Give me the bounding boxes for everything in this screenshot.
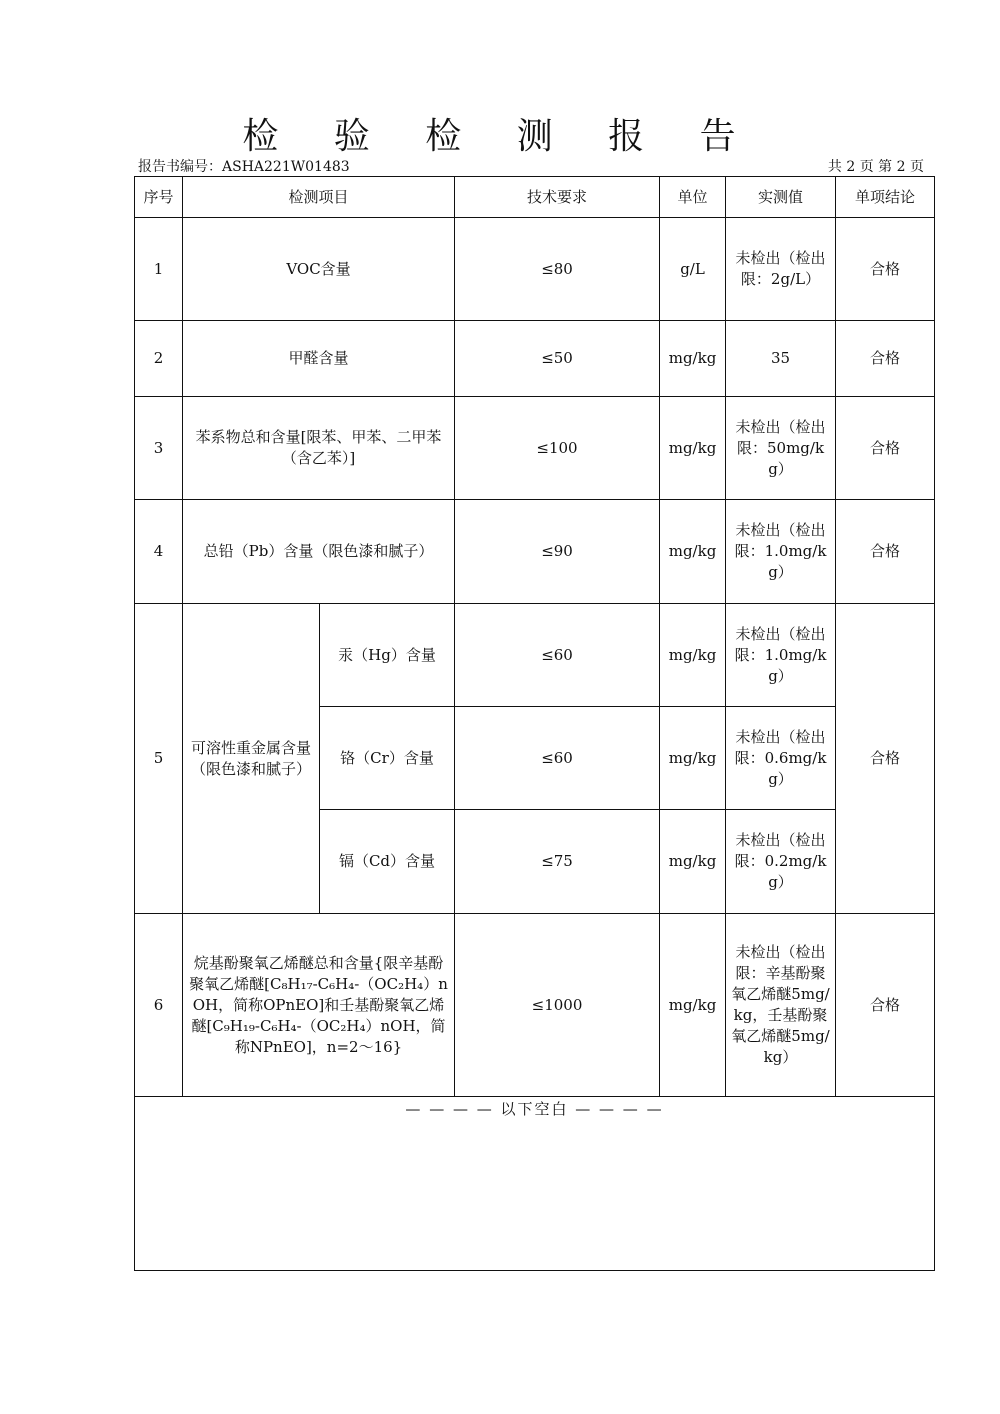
header-conclusion: 单项结论 [836, 177, 935, 218]
row-conclusion: 合格 [836, 397, 935, 500]
row-no: 1 [135, 218, 183, 321]
header-requirement: 技术要求 [455, 177, 660, 218]
table-row [135, 914, 935, 1097]
blank-area-row [135, 1097, 935, 1271]
subrow-requirement: ≤75 [455, 810, 660, 914]
subrow-result: 未检出（检出限：1.0mg/kg） [726, 604, 836, 707]
document-title: 检 验 检 测 报 告 [242, 116, 758, 157]
row-result: 未检出（检出限：辛基酚聚氧乙烯醚5mg/kg，壬基酚聚氧乙烯醚5mg/kg） [726, 914, 836, 1097]
row-unit: mg/kg [660, 321, 726, 397]
row-result: 35 [726, 321, 836, 397]
row-requirement: ≤1000 [455, 914, 660, 1097]
table-row [135, 321, 935, 397]
group-label: 可溶性重金属含量（限色漆和腻子） [183, 604, 320, 914]
subrow-item: 镉（Cd）含量 [320, 810, 455, 914]
blank-area [135, 1097, 935, 1271]
row-conclusion: 合格 [836, 604, 935, 914]
page-info: 共 2 页 第 2 页 [827, 159, 924, 175]
subrow-item: 汞（Hg）含量 [320, 604, 455, 707]
subrow-requirement: ≤60 [455, 707, 660, 810]
table-row [135, 500, 935, 604]
table-row [135, 604, 935, 707]
row-item: 总铅（Pb）含量（限色漆和腻子） [183, 500, 455, 604]
row-item: 烷基酚聚氧乙烯醚总和含量{限辛基酚聚氧乙烯醚[C₈H₁₇-C₆H₄-（OC₂H₄）nOH，简称OPnEO]和壬基酚聚氧乙烯醚[C₉H₁₉-C₆H₄-（OC₂H₄）nOH，简称NPnEO]，n=2～16} [183, 914, 455, 1097]
row-no: 3 [135, 397, 183, 500]
report-number-value: ASHA221W01483 [222, 159, 350, 175]
end-of-content-note: — — — — 以下空白 — — — — [405, 1100, 664, 1118]
subrow-result: 未检出（检出限：0.6mg/kg） [726, 707, 836, 810]
subrow-item: 铬（Cr）含量 [320, 707, 455, 810]
subrow-requirement: ≤60 [455, 604, 660, 707]
header-item: 检测项目 [183, 177, 455, 218]
table-row [135, 397, 935, 500]
row-requirement: ≤100 [455, 397, 660, 500]
subrow-unit: mg/kg [660, 604, 726, 707]
header-unit: 单位 [660, 177, 726, 218]
row-unit: mg/kg [660, 914, 726, 1097]
row-result: 未检出（检出限：1.0mg/kg） [726, 500, 836, 604]
row-no: 6 [135, 914, 183, 1097]
header-result: 实测值 [726, 177, 836, 218]
row-result: 未检出（检出限：2g/L） [726, 218, 836, 321]
row-result: 未检出（检出限：50mg/kg） [726, 397, 836, 500]
row-requirement: ≤90 [455, 500, 660, 604]
row-item: VOC含量 [183, 218, 455, 321]
row-no: 4 [135, 500, 183, 604]
row-conclusion: 合格 [836, 914, 935, 1097]
row-item: 苯系物总和含量[限苯、甲苯、二甲苯（含乙苯）] [183, 397, 455, 500]
subrow-unit: mg/kg [660, 707, 726, 810]
inspection-results-table [134, 176, 935, 1271]
row-unit: mg/kg [660, 500, 726, 604]
report-number-label: 报告书编号： [138, 159, 222, 175]
subrow-result: 未检出（检出限：0.2mg/kg） [726, 810, 836, 914]
table-row [135, 218, 935, 321]
row-unit: g/L [660, 218, 726, 321]
table-header-row [135, 177, 935, 218]
row-no: 2 [135, 321, 183, 397]
row-item: 甲醛含量 [183, 321, 455, 397]
row-conclusion: 合格 [836, 321, 935, 397]
row-requirement: ≤50 [455, 321, 660, 397]
row-conclusion: 合格 [836, 500, 935, 604]
header-no: 序号 [135, 177, 183, 218]
row-no: 5 [135, 604, 183, 914]
subrow-unit: mg/kg [660, 810, 726, 914]
row-unit: mg/kg [660, 397, 726, 500]
row-requirement: ≤80 [455, 218, 660, 321]
row-conclusion: 合格 [836, 218, 935, 321]
report-number [138, 156, 350, 176]
